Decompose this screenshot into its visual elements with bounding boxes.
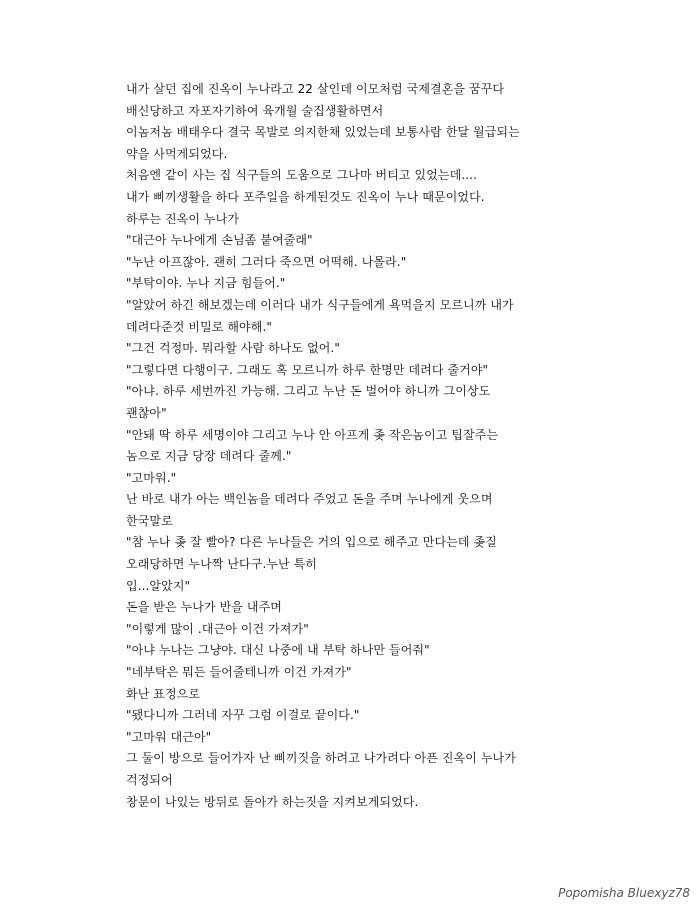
text-line: 배신당하고 자포자기하여 육개월 술집생활하면서 [126, 103, 384, 118]
text-line: "부탁이야. 누나 지금 힘들어." [126, 276, 286, 291]
watermark-text: Popomisha Bluexyz78 [558, 886, 690, 900]
text-line: 돈을 받은 누나가 반을 내주며 [126, 600, 282, 615]
text-line: 입...알았지" [126, 578, 191, 593]
text-line: 처음엔 같이 사는 집 식구들의 도움으로 그나마 버티고 있었는데.... [126, 168, 477, 183]
text-line: 약을 사먹게되었다. [126, 146, 228, 161]
text-line: 창문이 나있는 방뒤로 돌아가 하는짓을 지켜보게되었다. [126, 794, 419, 809]
text-line: "네부탁은 뭐든 들어줄테니까 이건 가져가" [126, 665, 352, 680]
text-line: 화난 표정으로 [126, 686, 201, 701]
text-line: "알았어 하긴 해보겠는데 이러다 내가 식구들에게 욕먹을지 모르니까 내가 [126, 297, 514, 312]
text-line: "아냐 누나는 그냥야. 대신 나중에 내 부탁 하나만 들어줘" [126, 643, 430, 658]
text-line: 내가 삐끼생활을 하다 포주일을 하게된것도 진옥이 누나 때문이었다. [126, 189, 485, 204]
document-body [126, 79, 576, 813]
text-line: "그건 걱정마. 뭐라할 사람 하나도 없어." [126, 341, 341, 356]
text-line: "누난 아프잖아. 괜히 그러다 죽으면 어떡해. 나몰라." [126, 254, 407, 269]
text-line: 한국말로 [126, 513, 173, 528]
text-line: 이놈저놈 배태우다 결국 목발로 의지한채 있었는데 보통사람 한달 월급되는 [126, 125, 520, 140]
text-line: "대근아 누나에게 손님좀 붙여줄래" [126, 233, 313, 248]
text-line: 괜찮아" [126, 405, 167, 420]
text-line: "고마워." [126, 470, 177, 485]
text-line: 하루는 진옥이 누나가 [126, 211, 240, 226]
text-line: 내가 살던 집에 진옥이 누나라고 22 살인데 이모처럼 국제결혼을 꿈꾸다 [126, 82, 505, 96]
text-line: "이렇게 많이 .대근아 이건 가져가" [126, 621, 309, 636]
text-line: 걱정되어 [126, 773, 173, 787]
text-line: "안돼 딱 하루 세명이야 그리고 누나 안 아프게 좆 작은놈이고 팁잘주는 [126, 427, 499, 442]
text-line: "됐다니까 그러네 자꾸 그럼 이걸로 끝이다." [126, 708, 360, 723]
text-line: 난 바로 내가 아는 백인놈을 데려다 주었고 돈을 주며 누나에게 웃으며 [126, 492, 493, 507]
text-line: 오래당하면 누나짝 난다구.누난 특히 [126, 557, 318, 572]
text-line: "그렇다면 다행이구. 그래도 혹 모르니까 하루 한명만 데려다 줄거야" [126, 362, 489, 377]
text-line: "참 누나 좆 잘 빨아? 다른 누나들은 거의 입으로 해주고 만다는데 좆질 [126, 535, 497, 550]
text-line: 데려다준것 비밀로 해야해." [126, 319, 272, 334]
text-line: 그 둘이 방으로 들어가자 난 삐끼짓을 하려고 나가려다 아픈 진옥이 누나가 [126, 751, 516, 766]
text-line: "고마워 대근아" [126, 729, 212, 744]
text-line: 놈으로 지금 당장 데려다 줄께." [126, 449, 292, 464]
text-line: "아냐. 하루 세번까진 가능해. 그리고 누난 돈 벌어야 하니까 그이상도 [126, 384, 491, 399]
